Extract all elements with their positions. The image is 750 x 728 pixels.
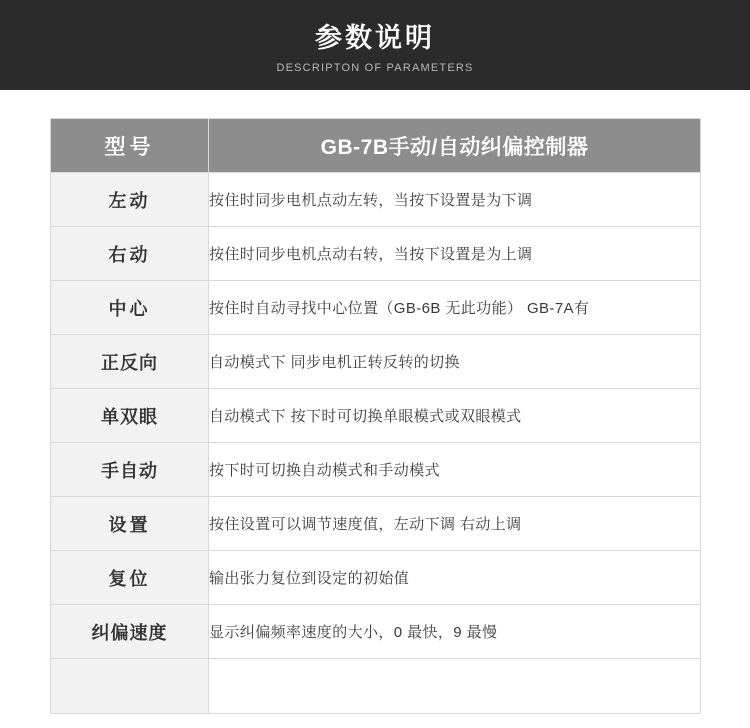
table-header-row [51, 119, 701, 173]
row-label [51, 659, 209, 714]
table-header-product: GB-7B手动/自动纠偏控制器 [209, 119, 701, 173]
page-subtitle: DESCRIPTON OF PARAMETERS [276, 62, 474, 75]
row-value: 自动模式下 按下时可切换单眼模式或双眼模式 [209, 389, 701, 443]
table-row [51, 173, 701, 227]
row-value: 自动模式下 同步电机正转反转的切换 [209, 335, 701, 389]
table-row [51, 497, 701, 551]
table-row [51, 335, 701, 389]
row-label: 左动 [51, 173, 209, 227]
table-row [51, 551, 701, 605]
parameter-table [50, 118, 701, 714]
row-value: 按住时自动寻找中心位置（GB-6B 无此功能） GB-7A有 [209, 281, 701, 335]
row-label: 手自动 [51, 443, 209, 497]
table-row [51, 227, 701, 281]
row-label: 纠偏速度 [51, 605, 209, 659]
row-label: 中心 [51, 281, 209, 335]
row-label: 复位 [51, 551, 209, 605]
table-row [51, 659, 701, 714]
row-value: 按住时同步电机点动右转，当按下设置是为上调 [209, 227, 701, 281]
page-title: 参数说明 [315, 22, 435, 53]
table-row [51, 443, 701, 497]
table-header-model: 型号 [51, 119, 209, 173]
row-value: 按住时同步电机点动左转，当按下设置是为下调 [209, 173, 701, 227]
table-row [51, 281, 701, 335]
row-value: 按下时可切换自动模式和手动模式 [209, 443, 701, 497]
row-label: 单双眼 [51, 389, 209, 443]
page-banner [0, 0, 750, 90]
table-row [51, 389, 701, 443]
row-value: 显示纠偏频率速度的大小，0 最快，9 最慢 [209, 605, 701, 659]
table-row [51, 605, 701, 659]
row-value: 输出张力复位到设定的初始值 [209, 551, 701, 605]
row-value [209, 659, 701, 714]
row-label: 正反向 [51, 335, 209, 389]
row-label: 右动 [51, 227, 209, 281]
row-label: 设置 [51, 497, 209, 551]
spec-table-container [0, 90, 750, 714]
row-value: 按住设置可以调节速度值，左动下调 右动上调 [209, 497, 701, 551]
